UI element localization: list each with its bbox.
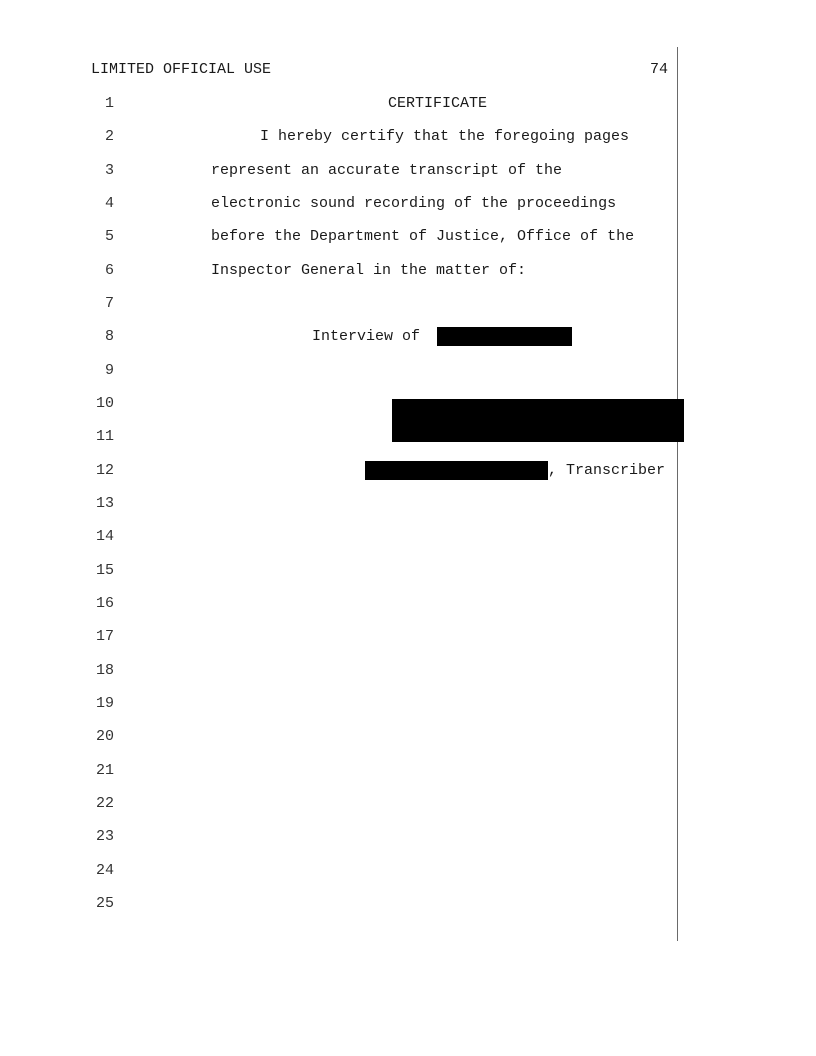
line-number: 9 [104,362,114,379]
line-number: 6 [104,262,114,279]
line-number: 1 [104,95,114,112]
interview-label: Interview of [312,328,421,345]
line-number: 4 [104,195,114,212]
line-number: 25 [95,895,114,912]
line-number: 18 [95,662,114,679]
paragraph-line: Inspector General in the matter of: [211,262,527,279]
transcriber-name-redaction [365,461,548,480]
right-margin-rule [677,47,678,941]
line-number: 22 [95,795,114,812]
line-number: 24 [95,862,114,879]
line-number: 21 [95,762,114,779]
line-number: 14 [95,528,114,545]
line-number: 8 [104,328,114,345]
line-number: 2 [104,128,114,145]
paragraph-line: electronic sound recording of the proceedings [211,195,617,212]
line-number: 7 [104,295,114,312]
paragraph-line: represent an accurate transcript of the [211,162,563,179]
line-number: 15 [95,562,114,579]
line-number: 5 [104,228,114,245]
line-number: 19 [95,695,114,712]
line-number: 11 [95,428,114,445]
line-number: 16 [95,595,114,612]
classification-header: LIMITED OFFICIAL USE [91,61,272,78]
paragraph-line: before the Department of Justice, Office of the [211,228,635,245]
line-number: 12 [95,462,114,479]
certificate-title: CERTIFICATE [388,95,488,112]
line-number: 20 [95,728,114,745]
line-number: 3 [104,162,114,179]
line-number: 17 [95,628,114,645]
line-number: 23 [95,828,114,845]
line-number: 13 [95,495,114,512]
transcriber-label: , Transcriber [548,462,666,479]
location-redaction-block [392,399,684,442]
interviewee-name-redaction [437,327,572,346]
line-number: 10 [95,395,114,412]
page-number: 74 [649,61,668,78]
paragraph-line: I hereby certify that the foregoing pages [260,128,630,145]
